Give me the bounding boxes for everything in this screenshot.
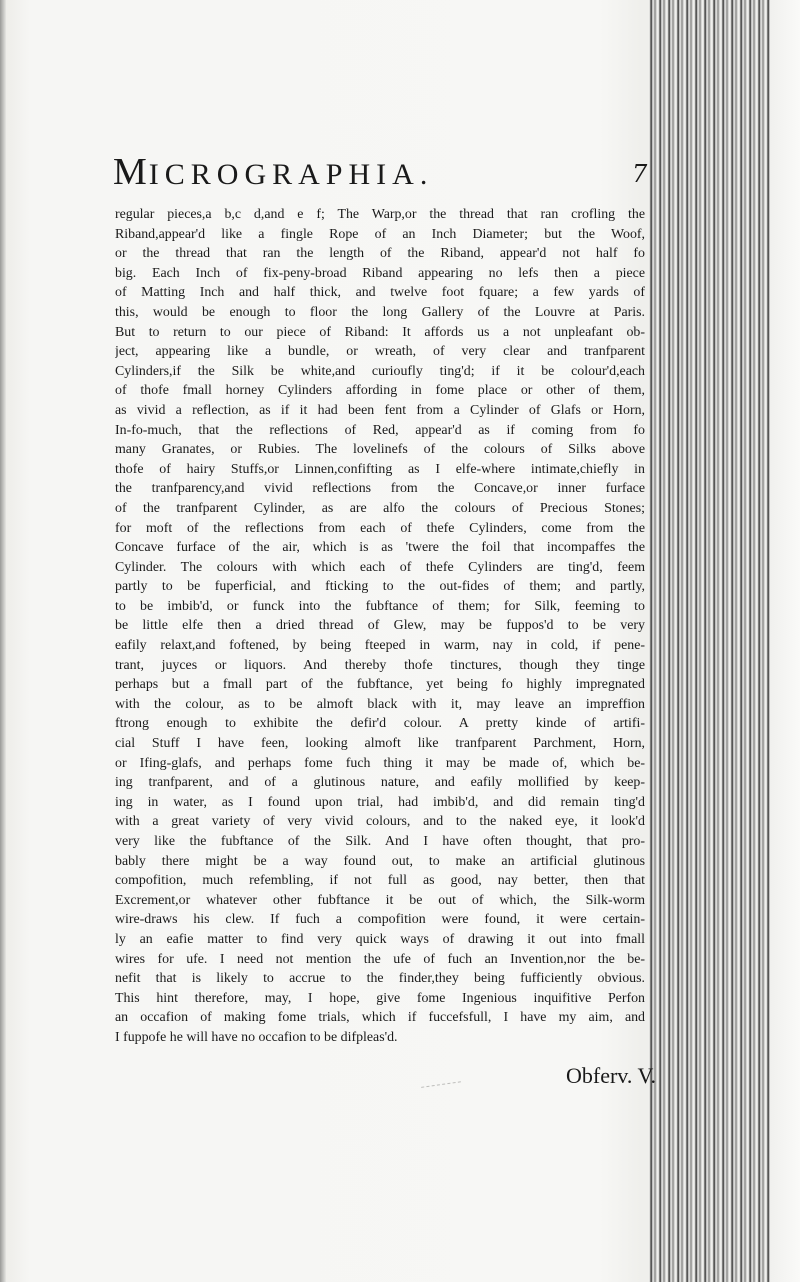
text-line: ftrong enough to exhibite the defir'd colour. A pretty kinde of artifi- (115, 716, 645, 732)
text-line: ing tranfparent, and of a glutinous nature, and eafily mollified by keep- (115, 775, 645, 791)
text-line: thofe of hairy Stuffs,or Linnen,confifting as I elfe-where intimate,chiefly in (115, 461, 645, 477)
text-line: ing in water, as I found upon trial, had imbib'd, and did remain ting'd (115, 794, 645, 810)
text-line: of Matting Inch and half thick, and twelve foot fquare; a few yards of (115, 285, 645, 301)
text-line: Excrement,or whatever other fubftance it be out of which, the Silk-worm (115, 892, 645, 908)
text-line: bably there might be a way found out, to make an artificial glutinous (115, 853, 645, 869)
text-line: partly to be fuperficial, and fticking to the out-fides of them; and partly, (115, 579, 645, 595)
text-line: nefit that is likely to accrue to the finder,they being fufficiently obvious. (115, 971, 645, 987)
text-line: compofition, much refembling, if not full as good, nay better, then that (115, 873, 645, 889)
text-line: this, would be enough to floor the long Gallery of the Louvre at Paris. (115, 304, 645, 320)
running-head-rest: ICROGRAPHIA. (148, 158, 434, 191)
text-line: Riband,appear'd like a fingle Rope of an Inch Diameter; but the Woof, (115, 226, 645, 242)
text-line: big. Each Inch of fix-peny-broad Riband appearing no lefs then a piece (115, 265, 645, 281)
text-line: This hint therefore, may, I hope, give fome Ingenious inquifitive Perfon (115, 990, 645, 1006)
text-line: In-fo-much, that the reflections of Red, appear'd as if coming from fo (115, 422, 645, 438)
catchword: Obferv. V. (566, 1063, 657, 1088)
running-header (113, 150, 653, 194)
text-line: to be imbib'd, or funck into the fubftance of them; for Silk, feeming to (115, 598, 645, 614)
text-line: eafily relaxt,and foftened, by being fteeped in warm, nay in cold, if pene- (115, 638, 645, 654)
text-line: perhaps but a fmall part of the fubftance, yet being fo highly impregnated (115, 677, 645, 693)
text-line: wires for ufe. I need not mention the ufe of fuch an Invention,nor the be- (115, 951, 645, 967)
text-line: ject, appearing like a bundle, or wreath, of very clear and tranfparent (115, 344, 645, 360)
page-edge-shadow (0, 0, 6, 1282)
body-text (115, 205, 645, 1048)
text-line: Cylinder. The colours with which each of thefe Cylinders are ting'd, feem (115, 559, 645, 575)
text-line: Cylinders,if the Silk be white,and curioufly ting'd; if it be colour'd,each (115, 363, 645, 379)
text-line: be little elfe then a dried thread of Glew, may be fuppos'd to be very (115, 618, 645, 634)
running-head-initial: M (113, 151, 149, 193)
running-head-title (113, 150, 433, 194)
text-line: or Ifing-glafs, and perhaps fome fuch thing it may be made of, which be- (115, 755, 645, 771)
page-number: 7 (632, 160, 648, 188)
text-line: ly an eafie matter to find very quick ways of drawing it out into fmall (115, 931, 645, 947)
text-line: for moft of the reflections from each of thefe Cylinders, come from the (115, 520, 645, 536)
text-line: with the colour, as to be almoft black with it, may leave an impreffion (115, 696, 645, 712)
text-line: cial Stuff I have feen, looking almoft like tranfparent Parchment, Horn, (115, 736, 645, 752)
text-line: regular pieces,a b,c d,and e f; The Warp,or the thread that ran crofling the (115, 207, 645, 222)
text-line: an occafion of making fome trials, which if fuccefsfull, I have my aim, and (115, 1010, 645, 1026)
text-line: many Granates, or Rubies. The lovelinefs of the colours of Silks above (115, 442, 645, 458)
text-line: trant, juyces or liquors. And thereby thofe tinctures, though they tinge (115, 657, 645, 673)
text-line: But to return to our piece of Riband: It affords us a not unpleafant ob- (115, 324, 645, 340)
text-line: I fuppofe he will have no occafion to be difpleas'd. (115, 1029, 398, 1045)
text-line: with a great variety of very vivid colours, and to the naked eye, it look'd (115, 814, 645, 830)
text-line: wire-draws his clew. If fuch a compofition were found, it were certain- (115, 912, 645, 928)
text-line: of thofe fmall horney Cylinders affording in fome place or other of them, (115, 383, 645, 399)
text-line: as vivid a reflection, as if it had been fent from a Cylinder of Glafs or Horn, (115, 402, 645, 418)
text-line: Concave furface of the air, which is as 'twere the foil that incompaffes the (115, 540, 645, 556)
text-line: the tranfparency,and vivid reflections from the Concave,or inner furface (115, 481, 645, 497)
text-line: or the thread that ran the length of the Riband, appear'd not half fo (115, 246, 645, 262)
book-gutter (648, 0, 800, 1282)
text-line: of the tranfparent Cylinder, as are alfo the colours of Precious Stones; (115, 500, 645, 516)
text-line: very like the fubftance of the Silk. And I have often thought, that pro- (115, 834, 645, 849)
